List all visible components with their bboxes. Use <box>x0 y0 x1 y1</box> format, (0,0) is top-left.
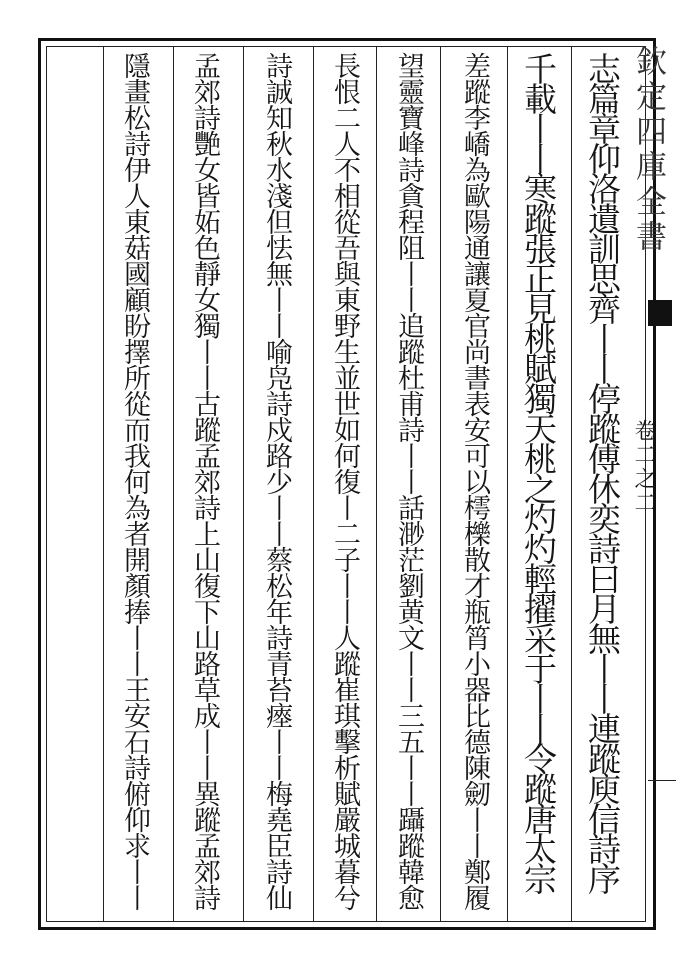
margin-rule <box>648 780 676 781</box>
text-column-5: 長恨二人不相從吾與東野生並世如何復丨二子丨丨人蹤崔琪擊析賦嚴城暮兮 <box>329 52 360 910</box>
column-rule <box>376 46 377 922</box>
text-column-2: 千載丨丨寒蹤張正見桃賦獨天桃之灼灼輕擢采于丨丨令蹤唐太宗 <box>519 52 558 892</box>
juan-label: 卷二之二 <box>631 419 656 515</box>
column-rule <box>103 46 104 922</box>
column-rule <box>313 46 314 922</box>
column-rule <box>440 46 441 922</box>
page-margin <box>620 45 664 915</box>
text-column-1: 志篇章仰洛遺訓思齊丨丨停蹤傅休奕詩曰月無丨丨連蹤庾信詩序 <box>583 52 622 892</box>
column-rule <box>243 46 244 922</box>
text-column-6: 詩誠知秋水淺但怯無丨丨喻凫詩戍路少丨丨蔡松年詩青苔瘞丨丨梅堯臣詩仙 <box>261 52 292 910</box>
text-column-7: 孟郊詩艷女皆妬色靜女獨丨丨古蹤孟郊詩上山復下山路草成丨丨異蹤孟郊詩 <box>189 52 220 910</box>
column-rule <box>173 46 174 922</box>
text-column-8: 隱畫松詩伊人東菇國顧盼擇所從而我何為者開顏捧丨丨王安石詩俯仰求丨丨 <box>119 52 150 910</box>
book-title: 欽定四庫全書 <box>630 45 666 255</box>
fishtail-mark <box>648 300 672 326</box>
text-column-4: 望靈寶峰詩貪程阻丨丨追蹤杜甫詩丨丨話渺茫劉黄文丨丨三五丨丨躡蹤韓愈 <box>393 52 424 910</box>
column-rule <box>571 46 572 922</box>
column-rule <box>507 46 508 922</box>
text-column-3: 差蹤李嶠為歐陽通讓夏官尚書表安可以樗櫟散才瓶筲小器比德陳劒丨丨鄭履 <box>459 52 490 910</box>
